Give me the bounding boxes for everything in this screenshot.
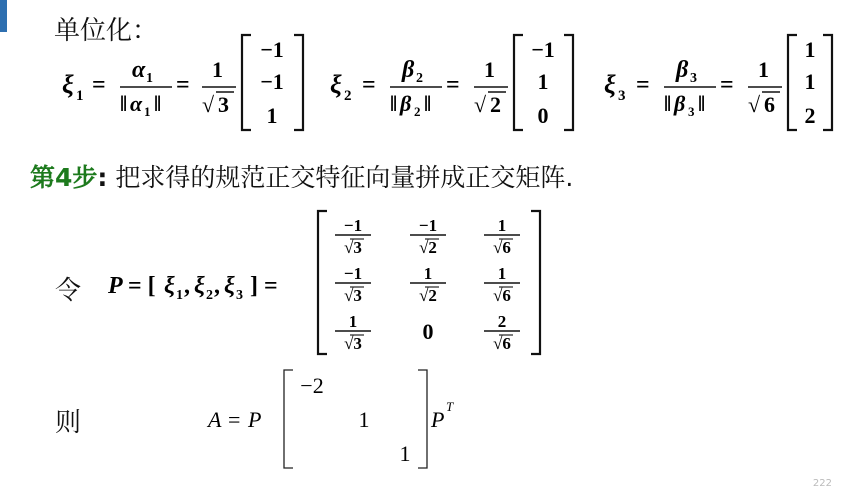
slide-accent-bar: [0, 0, 7, 32]
svg-text:2: 2: [416, 71, 423, 86]
svg-text:1: 1: [758, 57, 769, 82]
heading-normalize: 单位化：: [54, 16, 159, 46]
xi3-entry-3: 2: [804, 103, 816, 128]
page-number: 222: [812, 478, 832, 489]
xi2-coef-root: 2: [490, 92, 501, 117]
xi2-symbol: ξ: [330, 70, 342, 99]
svg-text:=: =: [362, 72, 376, 98]
p-matrix-cells: [335, 216, 520, 353]
p-cell-3-2: 0: [422, 319, 434, 344]
then-label: 则: [55, 408, 82, 438]
xi1-entry-3: 1: [266, 103, 278, 128]
xi1-entry-2: −1: [260, 69, 284, 94]
xi3-coef-root: 6: [764, 92, 775, 117]
p-cell-3-1-denominator: √3: [344, 334, 362, 353]
xi2-equation: [330, 35, 573, 130]
xi3-subscript: 3: [618, 88, 626, 104]
xi2-entry-2: 1: [537, 69, 549, 94]
diag-entry-2: 1: [358, 407, 370, 432]
xi1-subscript: 1: [76, 88, 84, 104]
svg-text:ξ: ξ: [164, 273, 175, 299]
svg-text:P: P: [248, 407, 262, 432]
svg-text:√: √: [748, 92, 761, 117]
svg-text:3: 3: [688, 104, 695, 119]
xi1-coef-root: 3: [218, 92, 229, 117]
svg-text:=: =: [446, 72, 460, 98]
svg-text:√: √: [474, 92, 487, 117]
xi2-entry-1: −1: [531, 37, 555, 62]
svg-text:= [: = [: [128, 273, 156, 299]
svg-text:1: 1: [484, 57, 495, 82]
xi2-entry-3: 0: [537, 103, 549, 128]
beta2-numerator: β: [402, 57, 415, 83]
step-4-line: 第4步: 把求得的规范正交特征向量拼成正交矩阵.: [30, 163, 574, 192]
svg-text:ξ: ξ: [224, 273, 235, 299]
svg-text:‖: ‖: [424, 91, 432, 116]
svg-text:‖: ‖: [120, 91, 128, 116]
svg-text:2: 2: [414, 104, 421, 119]
xi3-entry-2: 1: [804, 69, 816, 94]
xi3-symbol: ξ: [604, 70, 616, 99]
alpha1-num-sub: 1: [146, 71, 153, 86]
p-cell-1-2-denominator: √2: [419, 238, 437, 257]
xi1-entry-1: −1: [260, 37, 284, 62]
diag-entry-1: −2: [300, 373, 324, 398]
svg-text:=: =: [636, 72, 650, 98]
p-cell-2-3-numerator: 1: [497, 264, 507, 283]
p-cell-1-3-denominator: √6: [493, 238, 511, 257]
beta2-denominator: β: [400, 91, 412, 116]
p-cell-2-1-numerator: −1: [343, 264, 363, 283]
svg-text:√: √: [202, 92, 215, 117]
beta3-denominator: β: [674, 91, 686, 116]
xi1-equation: [62, 35, 303, 130]
step-4-label: 第4步: [30, 163, 98, 192]
p-cell-3-3-numerator: 2: [497, 312, 507, 331]
svg-text:‖: ‖: [154, 91, 162, 116]
svg-text:=: =: [92, 72, 106, 98]
svg-text:,: ,: [214, 273, 220, 299]
p-cell-1-1-numerator: −1: [343, 216, 363, 235]
svg-text:1: 1: [212, 57, 223, 82]
step-4-text: 把求得的规范正交特征向量拼成正交矩阵.: [107, 163, 574, 192]
xi1-symbol: ξ: [62, 70, 74, 99]
svg-text:‖: ‖: [698, 91, 706, 116]
svg-text:=: =: [176, 72, 190, 98]
let-label: 令: [55, 276, 82, 306]
p-cell-3-1-numerator: 1: [348, 312, 358, 331]
svg-text:2: 2: [206, 288, 213, 303]
alpha1-denominator: α: [130, 91, 143, 116]
svg-text:3: 3: [690, 71, 697, 86]
svg-text:A: A: [208, 407, 222, 432]
diag-entry-3: 1: [399, 441, 411, 466]
svg-text:] =: ] =: [250, 273, 278, 299]
xi3-entry-1: 1: [804, 37, 816, 62]
svg-text:‖: ‖: [390, 91, 398, 116]
p-cell-2-2-denominator: √2: [419, 286, 437, 305]
alpha1-numerator: α: [132, 57, 146, 83]
svg-text:,: ,: [184, 273, 190, 299]
svg-text:‖: ‖: [664, 91, 672, 116]
transpose-superscript: T: [446, 399, 454, 414]
svg-text:=: =: [228, 407, 241, 432]
svg-text:=: =: [720, 72, 734, 98]
svg-text:P: P: [108, 273, 123, 299]
p-cell-1-1-denominator: √3: [344, 238, 362, 257]
xi2-subscript: 2: [344, 88, 352, 104]
svg-text:3: 3: [236, 288, 243, 303]
p-cell-2-2-numerator: 1: [423, 264, 433, 283]
p-cell-1-2-numerator: −1: [418, 216, 438, 235]
p-cell-3-3-denominator: √6: [493, 334, 511, 353]
svg-text:1: 1: [176, 288, 183, 303]
p-cell-1-3-numerator: 1: [497, 216, 507, 235]
svg-text:1: 1: [144, 104, 151, 119]
p-cell-2-3-denominator: √6: [493, 286, 511, 305]
xi3-equation: [604, 35, 832, 130]
p-transpose: P: [431, 407, 445, 432]
unit-vector-equations: [0, 30, 850, 140]
svg-text:ξ: ξ: [194, 273, 205, 299]
beta3-numerator: β: [676, 57, 689, 83]
a-diagonalization-equation: [200, 365, 500, 475]
p-cell-2-1-denominator: √3: [344, 286, 362, 305]
p-matrix-equation: [100, 205, 550, 360]
